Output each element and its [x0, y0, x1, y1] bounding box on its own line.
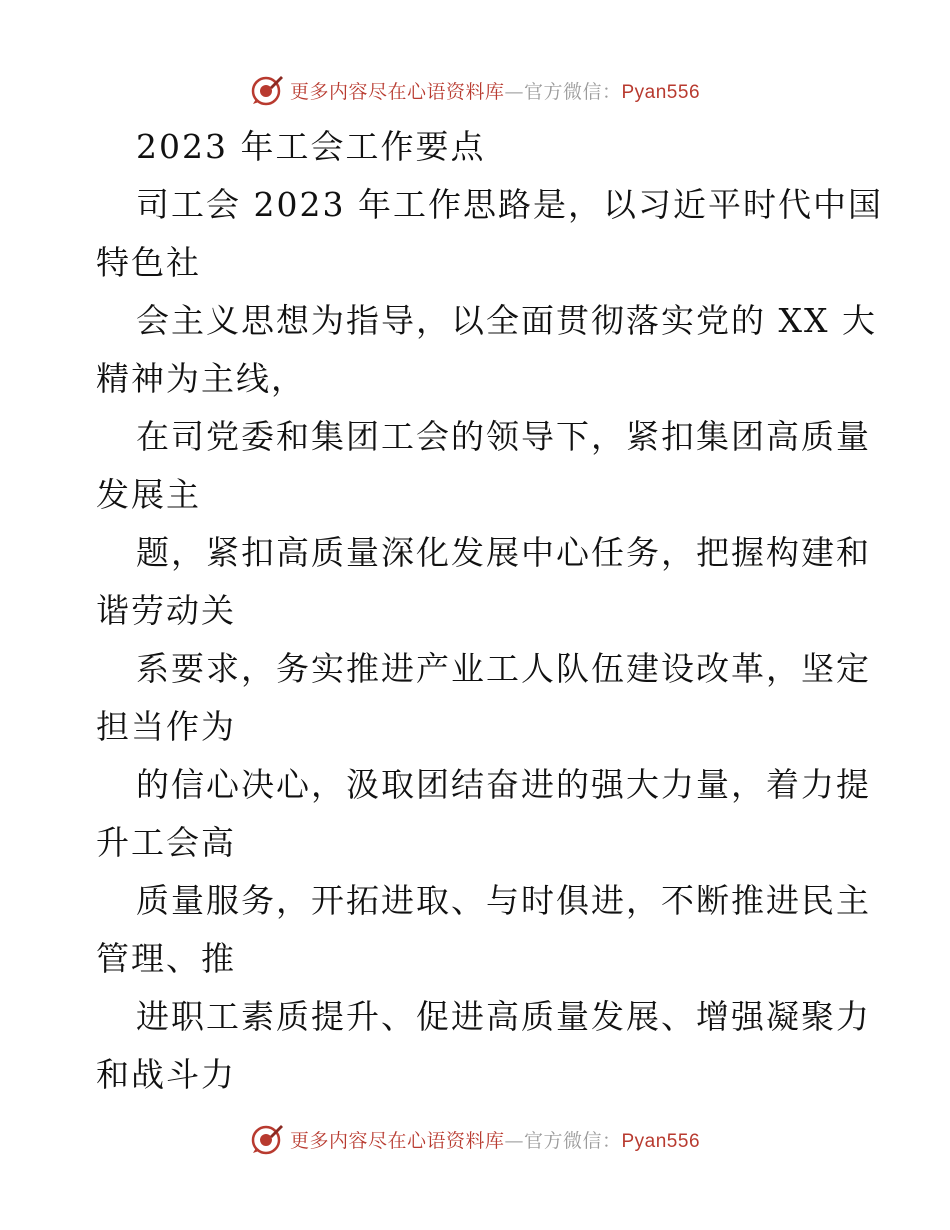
- watermark-main: 更多内容尽在心语资料库: [289, 80, 505, 103]
- doc-line: 在司党委和集团工会的领导下，紧扣集团高质量: [136, 417, 871, 456]
- watermark-id: Pyan556: [621, 81, 701, 103]
- logo-icon: [250, 1122, 284, 1156]
- doc-line: 题，紧扣高质量深化发展中心任务，把握构建和: [136, 533, 871, 572]
- logo-icon: [250, 73, 284, 107]
- doc-line: 担当作为: [96, 707, 236, 746]
- document-body: [96, 118, 883, 1104]
- doc-line: 精神为主线，: [96, 359, 306, 398]
- watermark-text: [290, 1126, 700, 1153]
- doc-line: 进职工素质提升、促进高质量发展、增强凝聚力: [136, 997, 871, 1036]
- watermark-text: [290, 77, 700, 104]
- watermark-dash: —: [504, 80, 524, 103]
- doc-line: 谐劳动关: [96, 591, 236, 630]
- doc-title: 2023 年工会工作要点: [136, 127, 486, 166]
- watermark-main: 更多内容尽在心语资料库: [289, 1129, 505, 1152]
- doc-line: 升工会高: [96, 823, 236, 862]
- watermark-dash: —: [504, 1129, 524, 1152]
- doc-line: 的信心决心，汲取团结奋进的强大力量，着力提: [136, 765, 871, 804]
- watermark-sub: 官方微信：: [523, 80, 622, 103]
- footer-watermark-banner: [0, 1117, 950, 1161]
- watermark-sub: 官方微信：: [523, 1129, 622, 1152]
- doc-line: 特色社: [96, 243, 201, 282]
- doc-line: 会主义思想为指导，以全面贯彻落实党的 XX 大: [136, 301, 877, 340]
- watermark-id: Pyan556: [621, 1130, 701, 1152]
- doc-line: 系要求，务实推进产业工人队伍建设改革，坚定: [136, 649, 871, 688]
- doc-line: 发展主: [96, 475, 201, 514]
- doc-line: 管理、推: [96, 939, 236, 978]
- doc-line: 和战斗力: [96, 1055, 236, 1094]
- header-watermark-banner: [0, 68, 950, 112]
- doc-line: 司工会 2023 年工作思路是，以习近平时代中国: [136, 185, 883, 224]
- doc-line: 质量服务，开拓进取、与时俱进，不断推进民主: [136, 881, 871, 920]
